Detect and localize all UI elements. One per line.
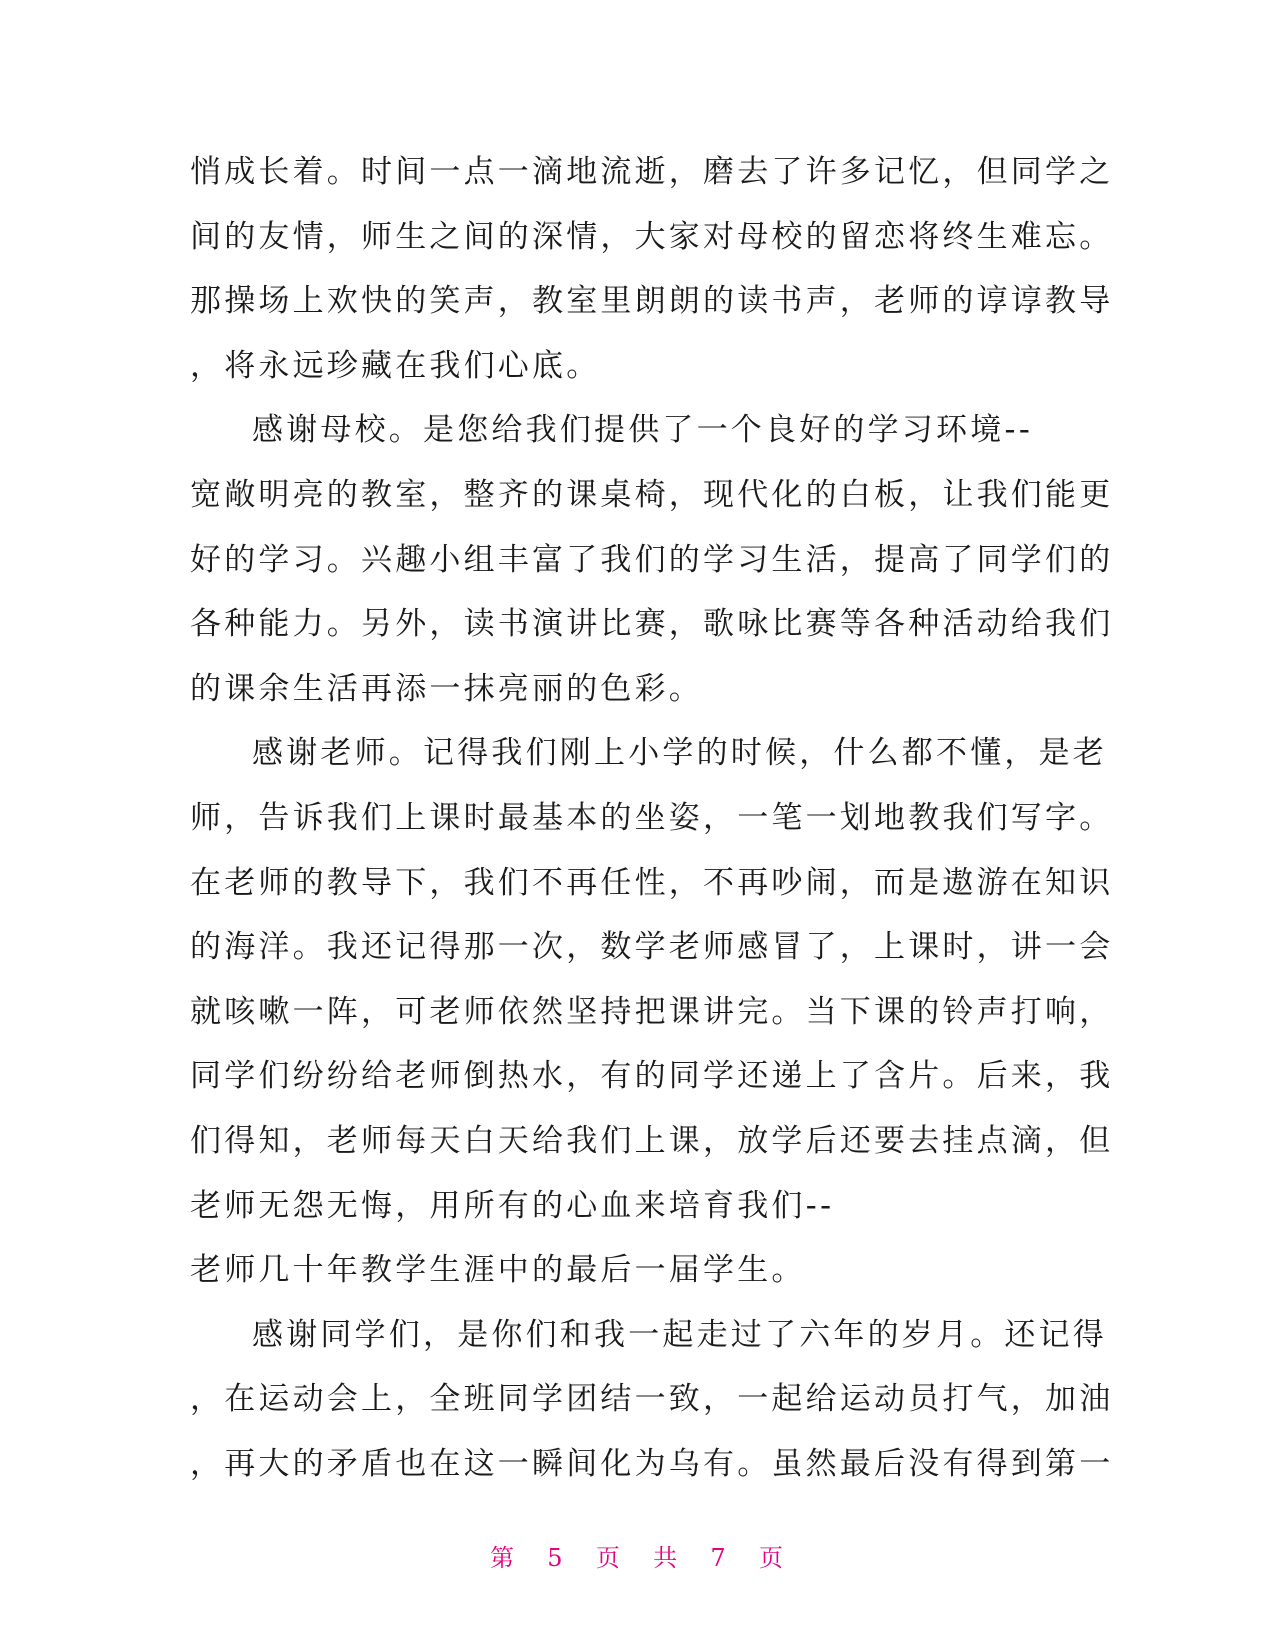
document-body xyxy=(190,140,1114,1496)
text-line: 各种能力。另外，读书演讲比赛，歌咏比赛等各种活动给我们 xyxy=(190,606,1114,643)
text-line: 悄成长着。时间一点一滴地流逝，磨去了许多记忆，但同学之 xyxy=(190,154,1114,190)
text-line: 的课余生活再添一抹亮丽的色彩。 xyxy=(190,670,703,707)
text-line: 老师无怨无悔，用所有的心血来培育我们-- xyxy=(190,1187,835,1224)
text-line: 就咳嗽一阵，可老师依然坚持把课讲完。当下课的铃声打响， xyxy=(190,993,1114,1030)
text-line: 那操场上欢快的笑声，教室里朗朗的读书声，老师的谆谆教导 xyxy=(190,283,1114,320)
text-line: 们得知，老师每天白天给我们上课，放学后还要去挂点滴，但 xyxy=(190,1122,1114,1159)
text-line: ，将永远珍藏在我们心底。 xyxy=(190,347,601,384)
footer-suffix: 页 xyxy=(758,1544,785,1572)
text-line: ，再大的矛盾也在这一瞬间化为乌有。虽然最后没有得到第一 xyxy=(190,1445,1114,1482)
paragraph-start-line: 感谢同学们，是你们和我一起走过了六年的岁月。还记得 xyxy=(252,1316,1107,1353)
text-line: 师，告诉我们上课时最基本的坐姿，一笔一划地教我们写字。 xyxy=(190,799,1114,836)
text-line: 同学们纷纷给老师倒热水，有的同学还递上了含片。后来，我 xyxy=(190,1058,1114,1095)
text-line: 间的友情，师生之间的深情，大家对母校的留恋将终生难忘。 xyxy=(190,218,1114,255)
text-line: 好的学习。兴趣小组丰富了我们的学习生活，提高了同学们的 xyxy=(190,541,1114,578)
page-footer xyxy=(0,1538,1275,1573)
text-line: 的海洋。我还记得那一次，数学老师感冒了，上课时，讲一会 xyxy=(190,929,1114,966)
footer-prefix: 第 xyxy=(490,1544,517,1572)
text-line: ，在运动会上，全班同学团结一致，一起给运动员打气，加油 xyxy=(190,1381,1114,1418)
text-line: 老师几十年教学生涯中的最后一届学生。 xyxy=(190,1252,806,1289)
current-page-number: 5 xyxy=(547,1544,565,1572)
footer-page-word: 页 xyxy=(595,1544,622,1572)
footer-total-word: 共 xyxy=(653,1544,680,1572)
paragraph-start-line: 感谢母校。是您给我们提供了一个良好的学习环境-- xyxy=(252,412,1034,449)
paragraph-start-line: 感谢老师。记得我们刚上小学的时候，什么都不懂，是老 xyxy=(252,735,1107,772)
total-pages-number: 7 xyxy=(710,1544,728,1572)
text-line: 在老师的教导下，我们不再任性，不再吵闹，而是遨游在知识 xyxy=(190,864,1114,901)
text-line: 宽敞明亮的教室，整齐的课桌椅，现代化的白板，让我们能更 xyxy=(190,476,1114,513)
